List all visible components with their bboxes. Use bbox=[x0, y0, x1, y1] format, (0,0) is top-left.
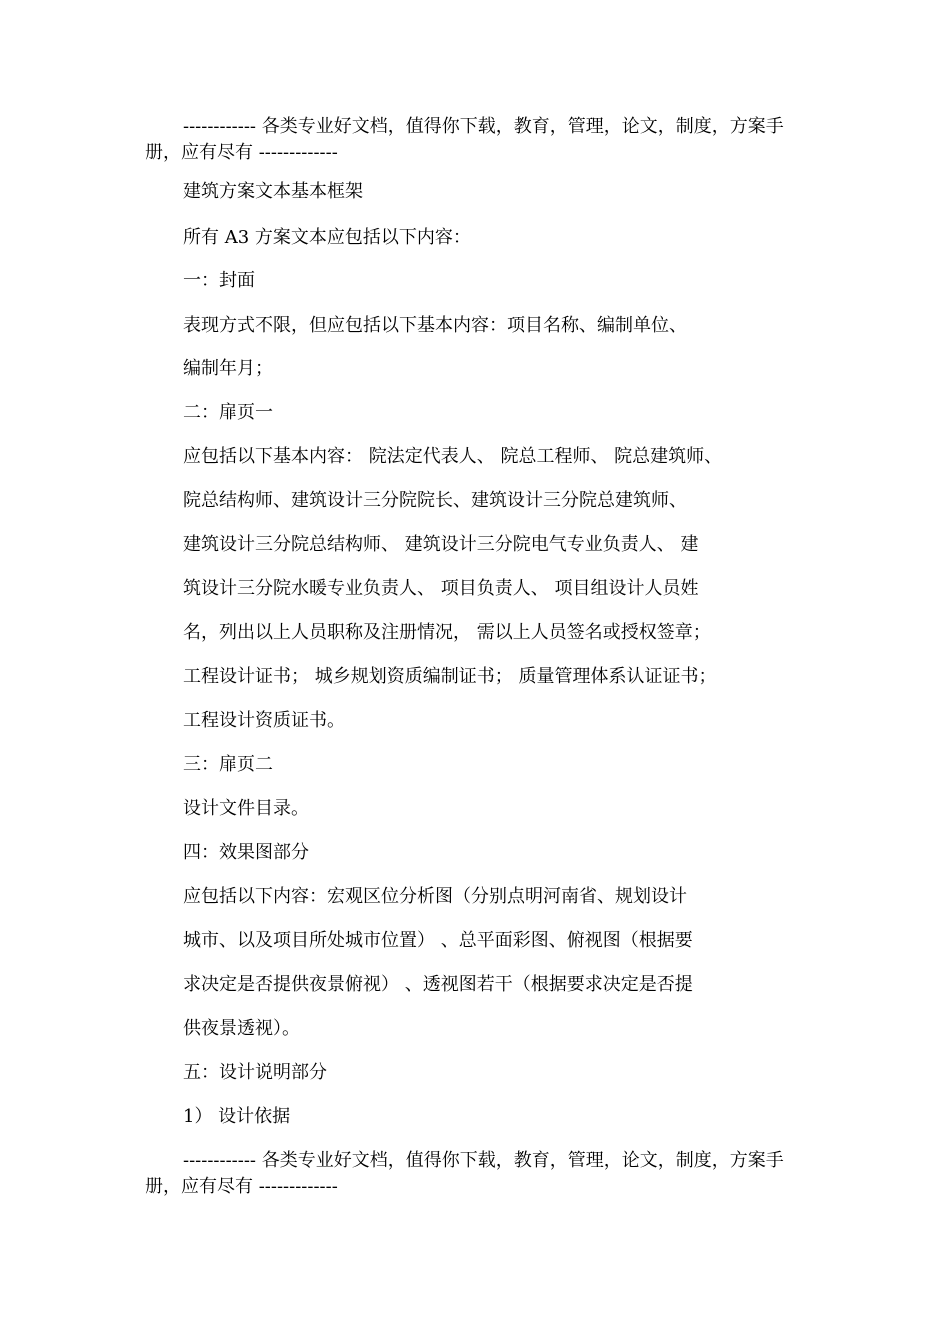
paragraph-line: 城市、以及项目所处城市位置） 、总平面彩图、俯视图（根据要 bbox=[183, 930, 693, 951]
header-banner: ------------ 各类专业好文档，值得你下载，教育，管理，论文，制度，方案手册，应有尽有 ------------- bbox=[145, 116, 784, 163]
document-title: 建筑方案文本基本框架 bbox=[183, 181, 363, 202]
paragraph-line: 名，列出以上人员职称及注册情况， 需以上人员签名或授权签章； bbox=[183, 622, 711, 643]
paragraph-line: 院总结构师、建筑设计三分院院长、建筑设计三分院总建筑师、 bbox=[183, 490, 687, 511]
section-heading: 三：扉页二 bbox=[183, 754, 273, 775]
paragraph-line: 工程设计证书； 城乡规划资质编制证书； 质量管理体系认证证书； bbox=[183, 666, 717, 687]
paragraph-line: 供夜景透视）。 bbox=[183, 1018, 300, 1039]
paragraph-line: 表现方式不限，但应包括以下基本内容：项目名称、编制单位、 bbox=[183, 315, 687, 336]
subsection-heading: 1） 设计依据 bbox=[183, 1106, 291, 1127]
section-heading: 四：效果图部分 bbox=[183, 842, 309, 863]
footer-banner: ------------ 各类专业好文档，值得你下载，教育，管理，论文，制度，方案手册，应有尽有 ------------- bbox=[145, 1150, 784, 1197]
paragraph-line: 应包括以下基本内容： 院法定代表人、 院总工程师、 院总建筑师、 bbox=[183, 446, 723, 467]
paragraph-line: 求决定是否提供夜景俯视） 、透视图若干（根据要求决定是否提 bbox=[183, 974, 693, 995]
section-heading: 五：设计说明部分 bbox=[183, 1062, 327, 1083]
paragraph-line: 应包括以下内容：宏观区位分析图（分别点明河南省、规划设计 bbox=[183, 886, 687, 907]
paragraph-line: 编制年月； bbox=[183, 358, 273, 379]
section-heading: 二：扉页一 bbox=[183, 402, 273, 423]
paragraph-line: 筑设计三分院水暖专业负责人、 项目负责人、 项目组设计人员姓 bbox=[183, 578, 699, 599]
section-heading: 一：封面 bbox=[183, 270, 255, 291]
paragraph-line: 建筑设计三分院总结构师、 建筑设计三分院电气专业负责人、 建 bbox=[183, 534, 699, 555]
paragraph-line: 所有 A3 方案文本应包括以下内容： bbox=[183, 227, 471, 248]
paragraph-line: 工程设计资质证书。 bbox=[183, 710, 345, 731]
paragraph-line: 设计文件目录。 bbox=[183, 798, 309, 819]
